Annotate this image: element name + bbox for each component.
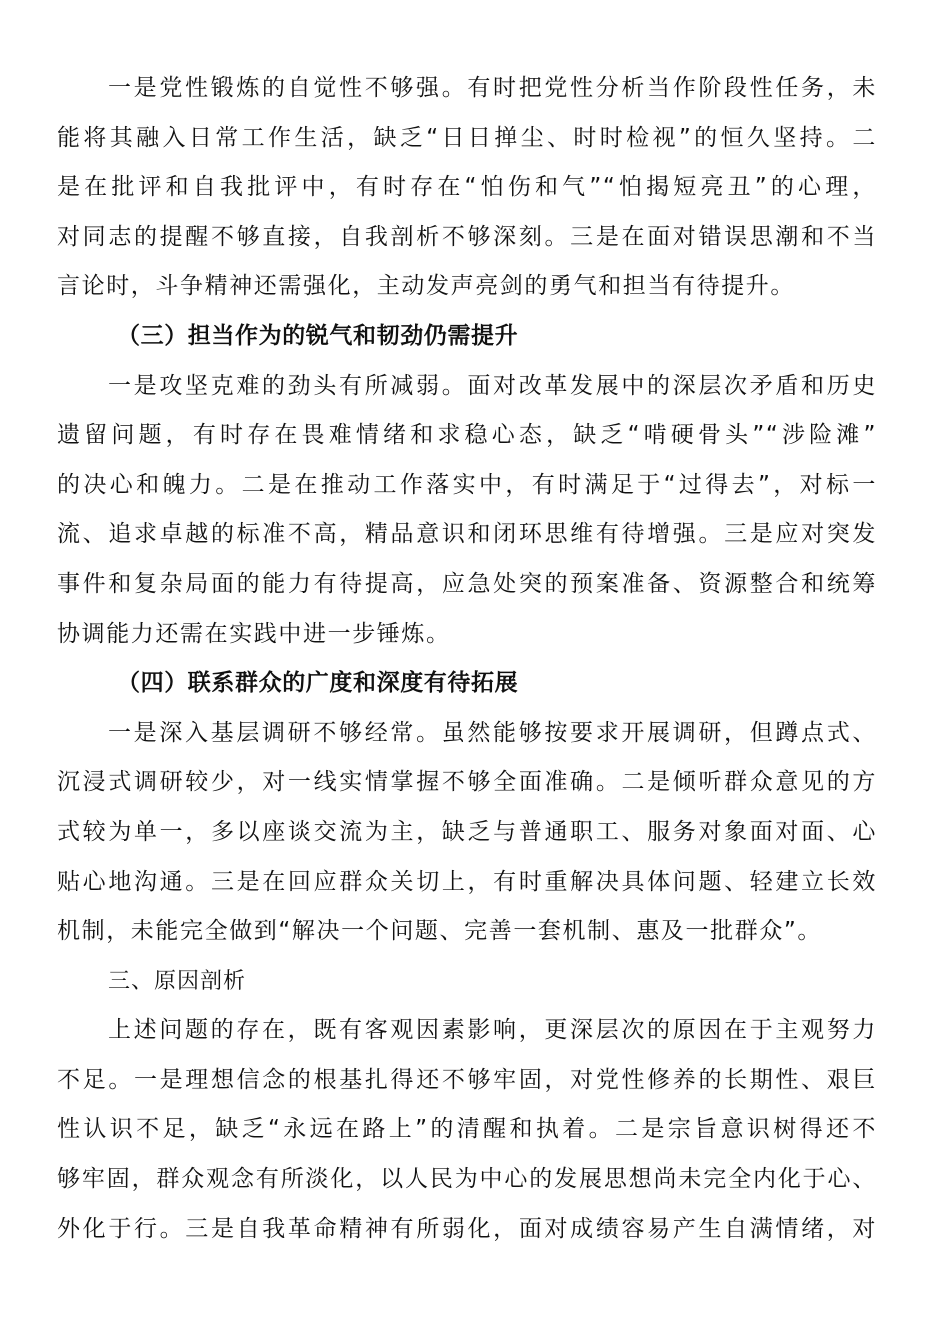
text-line: 够牢固，群众观念有所淡化，以人民为中心的发展思想尚未完全内化于心、 bbox=[57, 1166, 877, 1193]
text-line: 机制，未能完全做到“解决一个问题、完善一套机制、惠及一批群众”。 bbox=[57, 918, 823, 945]
paragraph-cause-analysis bbox=[57, 1006, 877, 1254]
text-line: 能将其融入日常工作生活，缺乏“日日掸尘、时时检视”的恒久坚持。二 bbox=[57, 124, 877, 151]
text-line: 的决心和魄力。二是在推动工作落实中，有时满足于“过得去”，对标一 bbox=[57, 471, 877, 498]
text-line: 遗留问题，有时存在畏难情绪和求稳心态，缺乏“啃硬骨头”“涉险滩” bbox=[57, 422, 877, 449]
text-line: 式较为单一，多以座谈交流为主，缺乏与普通职工、服务对象面对面、心 bbox=[57, 818, 877, 845]
text-line: 上述问题的存在，既有客观因素影响，更深层次的原因在于主观努力 bbox=[108, 1017, 877, 1044]
text-line: 言论时，斗争精神还需强化，主动发声亮剑的勇气和担当有待提升。 bbox=[57, 273, 795, 300]
text-line: 外化于行。三是自我革命精神有所弱化，面对成绩容易产生自满情绪，对 bbox=[57, 1215, 877, 1242]
text-line: 一是党性锻炼的自觉性不够强。有时把党性分析当作阶段性任务，未 bbox=[108, 75, 877, 101]
subheading-responsibility: （三）担当作为的锐气和韧劲仍需提升 bbox=[117, 322, 519, 349]
text-line: 贴心地沟通。三是在回应群众关切上，有时重解决具体问题、轻建立长效 bbox=[57, 868, 877, 895]
section-heading-cause-analysis: 三、原因剖析 bbox=[108, 968, 247, 994]
paragraph-party-spirit bbox=[57, 64, 877, 312]
text-line: 协调能力还需在实践中进一步锤炼。 bbox=[57, 620, 451, 647]
paragraph-responsibility bbox=[57, 362, 877, 660]
text-line: 对同志的提醒不够直接，自我剖析不够深刻。三是在面对错误思潮和不当 bbox=[57, 223, 877, 250]
paragraph-mass-connection bbox=[57, 709, 877, 957]
text-line: 沉浸式调研较少，对一线实情掌握不够全面准确。二是倾听群众意见的方 bbox=[57, 769, 877, 796]
text-line: 不足。一是理想信念的根基扎得还不够牢固，对党性修养的长期性、艰巨 bbox=[57, 1066, 877, 1093]
text-line: 是在批评和自我批评中，有时存在“怕伤和气”“怕揭短亮丑”的心理， bbox=[57, 174, 877, 201]
document-page bbox=[57, 64, 877, 1254]
text-line: 事件和复杂局面的能力有待提高，应急处突的预案准备、资源整合和统筹 bbox=[57, 570, 877, 597]
text-line: 性认识不足，缺乏“永远在路上”的清醒和执着。二是宗旨意识树得还不 bbox=[57, 1116, 877, 1143]
text-line: 一是攻坚克难的劲头有所减弱。面对改革发展中的深层次矛盾和历史 bbox=[108, 372, 877, 399]
text-line: 一是深入基层调研不够经常。虽然能够按要求开展调研，但蹲点式、 bbox=[108, 719, 877, 746]
subheading-mass-connection: （四）联系群众的广度和深度有待拓展 bbox=[117, 670, 519, 697]
text-line: 流、追求卓越的标准不高，精品意识和闭环思维有待增强。三是应对突发 bbox=[57, 521, 877, 548]
